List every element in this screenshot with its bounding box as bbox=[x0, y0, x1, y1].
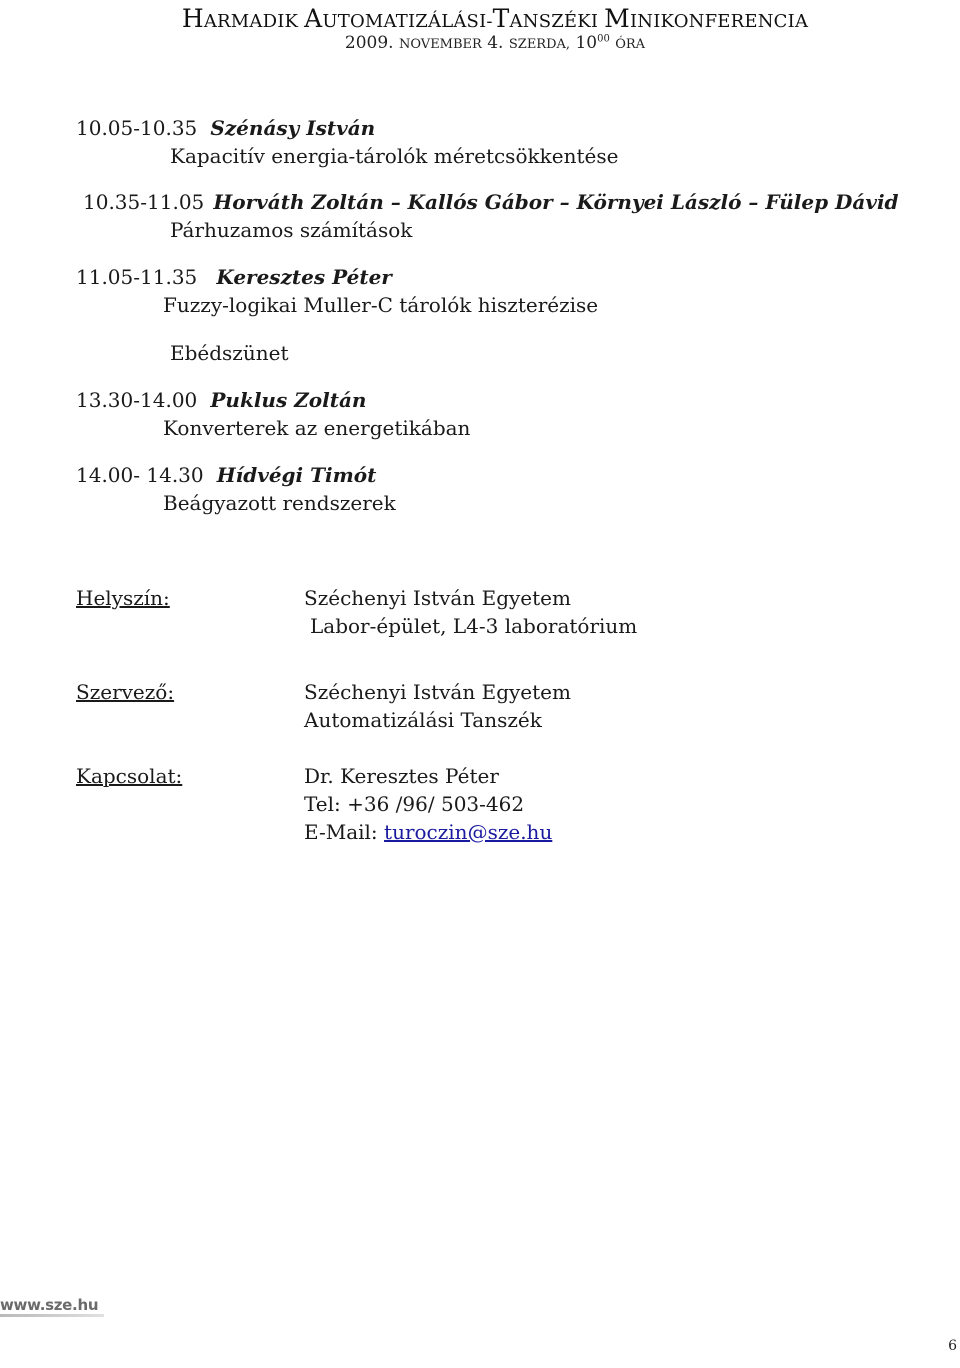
program-item-5 bbox=[76, 463, 376, 487]
program-item-1 bbox=[76, 116, 375, 140]
page-number: 6 bbox=[948, 1338, 957, 1354]
venue-line-1: Széchenyi István Egyetem bbox=[304, 586, 571, 610]
conference-title: HARMADIK AUTOMATIZÁLÁSI-TANSZÉKI MINIKONFERENCIA bbox=[181, 4, 809, 33]
program-item-4 bbox=[76, 388, 366, 412]
program-time: 10.05-10.35 bbox=[76, 116, 198, 140]
organizer-line-2: Automatizálási Tanszék bbox=[304, 708, 542, 732]
logo-underline bbox=[0, 1314, 104, 1317]
program-time: 11.05-11.35 bbox=[76, 265, 198, 289]
program-title: Konverterek az energetikában bbox=[163, 416, 471, 440]
program-speaker: Horváth Zoltán – Kallós Gábor – Környei László – Fülep Dávid bbox=[213, 190, 899, 214]
program-time: 14.00- 14.30 bbox=[76, 463, 204, 487]
contact-email-link[interactable]: turoczin@sze.hu bbox=[384, 820, 553, 844]
program-item-3 bbox=[76, 265, 392, 289]
program-speaker: Hídvégi Timót bbox=[216, 463, 377, 487]
contact-phone: Tel: +36 /96/ 503-462 bbox=[304, 792, 525, 816]
contact-label: Kapcsolat: bbox=[76, 764, 183, 788]
program-time: 13.30-14.00 bbox=[76, 388, 198, 412]
contact-email-row: E-Mail: turoczin@sze.hu bbox=[304, 820, 553, 844]
program-speaker: Keresztes Péter bbox=[216, 265, 392, 289]
program-speaker: Puklus Zoltán bbox=[210, 388, 367, 412]
organizer-label: Szervező: bbox=[76, 680, 175, 704]
program-title: Kapacitív energia-tárolók méretcsökkentése bbox=[170, 144, 619, 168]
program-title: Fuzzy-logikai Muller-C tárolók hiszterézise bbox=[163, 293, 599, 317]
program-time: 10.35-11.05 bbox=[83, 190, 205, 214]
conference-date: 2009. NOVEMBER 4. SZERDA, $10^{00}$ ÓRA bbox=[344, 33, 646, 53]
program-speaker: Szénásy István bbox=[210, 116, 376, 140]
program-title: Beágyazott rendszerek bbox=[163, 491, 396, 515]
lunch-break: Ebédszünet bbox=[170, 341, 289, 365]
program-title: Párhuzamos számítások bbox=[170, 218, 413, 242]
venue-label: Helyszín: bbox=[76, 586, 170, 610]
organizer-line-1: Széchenyi István Egyetem bbox=[304, 680, 571, 704]
venue-line-2: Labor-épület, L4-3 laboratórium bbox=[310, 614, 638, 638]
program-item-2 bbox=[83, 190, 899, 214]
sze-logo: www.sze.hu bbox=[0, 1296, 99, 1314]
contact-name: Dr. Keresztes Péter bbox=[304, 764, 499, 788]
